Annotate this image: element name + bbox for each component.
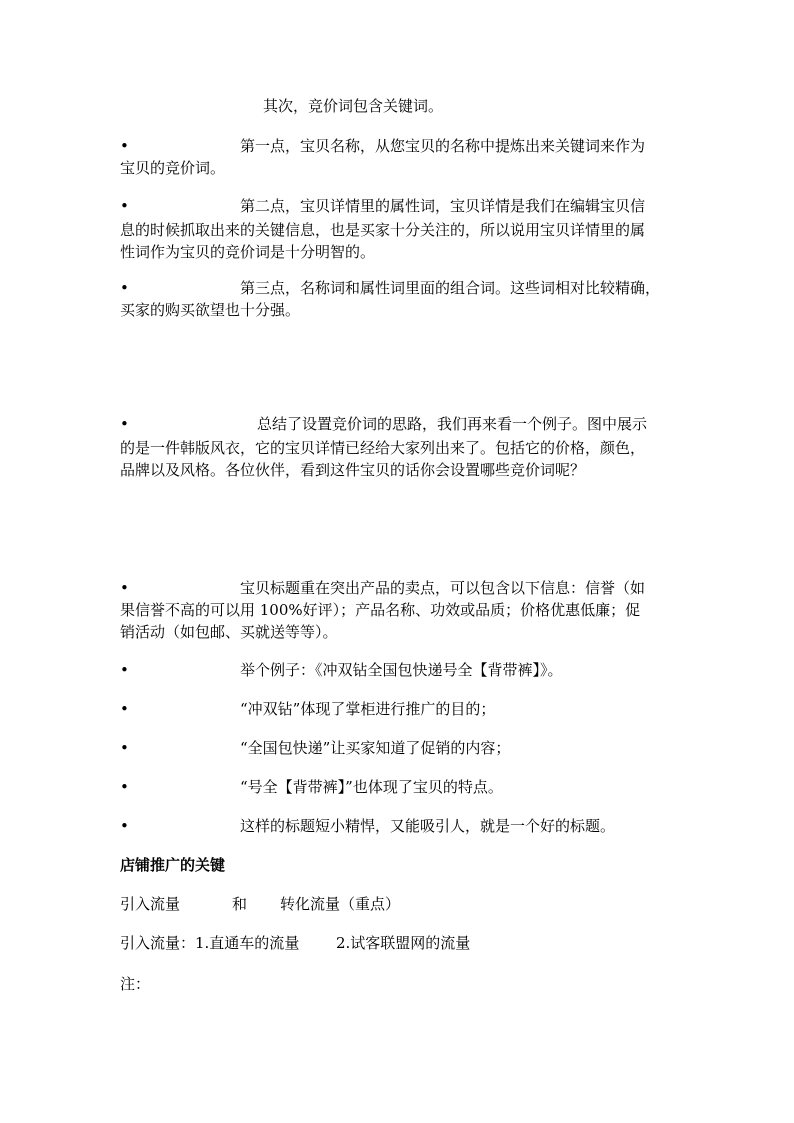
summary-line3: 品牌以及风格。各位伙伴，看到这件宝贝的话你会设置哪些竞价词呢？ xyxy=(120,461,586,479)
example-item-2: “冲双钻”体现了掌柜进行推广的目的； xyxy=(240,700,496,718)
bullet-example-3: • xyxy=(120,739,129,757)
intro-text: 其次，竞价词包含关键词。 xyxy=(263,97,444,115)
flow-part-3: 转化流量（重点） xyxy=(280,895,401,913)
bullet-point1: • xyxy=(120,137,129,155)
bullet-title-tip: • xyxy=(120,579,129,597)
bullet-summary: • xyxy=(120,415,129,433)
flow-detail-label: 引入流量：1.直通车的流量 xyxy=(120,934,300,952)
bullet-example-2: • xyxy=(120,700,129,718)
note-label: 注： xyxy=(120,975,151,993)
bullet-example-1: • xyxy=(120,661,129,679)
title-tip-first-line: 宝贝标题重在突出产品的卖点，可以包含以下信息：信誉（如 xyxy=(240,579,646,597)
point3-first-line: 第三点，名称词和属性词里面的组合词。这些词相对比较精确， xyxy=(240,279,661,297)
point2-line2: 息的时候抓取出来的关键信息，也是买家十分关注的，所以说用宝贝详情里的属 xyxy=(120,221,646,239)
bullet-point3: • xyxy=(120,279,129,297)
bullet-example-5: • xyxy=(120,817,129,835)
summary-first-line: 总结了设置竞价词的思路，我们再来看一个例子。图中展示 xyxy=(257,415,648,433)
flow-detail-item-2: 2.试客联盟网的流量 xyxy=(336,934,471,952)
point2-first-line: 第二点，宝贝详情里的属性词，宝贝详情是我们在编辑宝贝信 xyxy=(240,197,646,215)
bullet-point2: • xyxy=(120,197,129,215)
flow-part-2: 和 xyxy=(232,895,248,913)
example-item-1: 举个例子：《冲双钻全国包快递号全【背带裤】》。 xyxy=(240,661,563,679)
point1-line2: 宝贝的竞价词。 xyxy=(120,159,226,177)
bullet-example-4: • xyxy=(120,778,129,796)
flow-part-1: 引入流量 xyxy=(120,895,181,913)
summary-line2: 的是一件韩版风衣，它的宝贝详情已经给大家列出来了。包括它的价格，颜色， xyxy=(120,439,646,457)
section-heading: 店铺推广的关键 xyxy=(120,856,226,874)
title-tip-line2: 果信誉不高的可以用 100%好评）；产品名称、功效或品质；价格优惠低廉；促 xyxy=(120,601,641,619)
point1-first-line: 第一点，宝贝名称，从您宝贝的名称中提炼出来关键词来作为 xyxy=(240,137,646,155)
point3-line2: 买家的购买欲望也十分强。 xyxy=(120,301,301,319)
point2-line3: 性词作为宝贝的竞价词是十分明智的。 xyxy=(120,243,376,261)
title-tip-line3: 销活动（如包邮、买就送等等）。 xyxy=(120,623,338,641)
example-item-3: “全国包快递”让买家知道了促销的内容； xyxy=(240,739,511,757)
example-item-4: “号全【背带裤】”也体现了宝贝的特点。 xyxy=(240,778,503,796)
example-item-5: 这样的标题短小精悍，又能吸引人，就是一个好的标题。 xyxy=(240,817,616,835)
